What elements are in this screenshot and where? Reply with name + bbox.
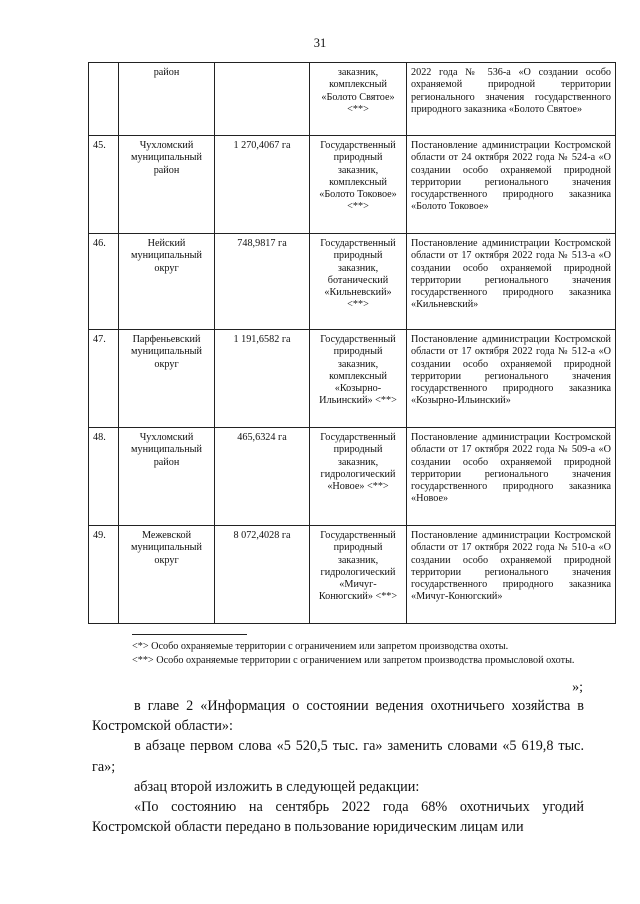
district-cell: Парфеньевский муниципальный округ xyxy=(119,330,215,428)
paragraph-4: «По состоянию на сентябрь 2022 года 68% охотничьих угодий Костромской области передано в пользование юридическим лицам или xyxy=(92,799,584,836)
closing-quote: »; xyxy=(572,680,583,695)
reserve-type-cell: заказник, комплексный «Болото Святое» <**> xyxy=(310,63,407,136)
legal-document-cell: Постановление администрации Костромской области от 24 октября 2022 года № 524-а «О создании особо охраняемой природной территории регионального значения государственного природного заказника «Болото Токовое» xyxy=(407,136,616,234)
reserve-type-cell: Государственный природный заказник, гидрологический «Новое» <**> xyxy=(310,428,407,526)
row-number: 45. xyxy=(89,136,119,234)
area-cell: 1 270,4067 га xyxy=(215,136,310,234)
area-cell: 465,6324 га xyxy=(215,428,310,526)
reserve-type-cell: Государственный природный заказник, комплексный «Козырно-Ильинский» <**> xyxy=(310,330,407,428)
reserve-type-cell: Государственный природный заказник, гидрологический «Мичуг-Конюгский» <**> xyxy=(310,526,407,624)
protected-areas-table xyxy=(88,62,616,624)
row-number: 48. xyxy=(89,428,119,526)
district-cell: Нейский муниципальный округ xyxy=(119,234,215,330)
footnote-1: <*> Особо охраняемые территории с ограничением или запретом производства охоты. xyxy=(132,641,509,652)
reserve-type-cell: Государственный природный заказник, ботанический «Кильневский» <**> xyxy=(310,234,407,330)
amendment-text xyxy=(92,696,584,837)
row-number xyxy=(89,63,119,136)
footnote-2: <**> Особо охраняемые территории с ограничением или запретом производства промысловой охоты. xyxy=(132,655,575,666)
table-row xyxy=(89,526,616,624)
table-row xyxy=(89,63,616,136)
legal-document-cell: Постановление администрации Костромской области от 17 октября 2022 года № 509-а «О создании особо охраняемой природной территории регионального значения государственного природного заказника «Новое» xyxy=(407,428,616,526)
paragraph-1: в главе 2 «Информация о состоянии ведения охотничьего хозяйства в Костромской области»: xyxy=(92,698,584,735)
legal-document-cell: Постановление администрации Костромской области от 17 октября 2022 года № 513-а «О создании особо охраняемой природной территории регионального значения государственного природного заказника «Кильневский» xyxy=(407,234,616,330)
table-row xyxy=(89,330,616,428)
table-row xyxy=(89,428,616,526)
area-cell xyxy=(215,63,310,136)
footnote-separator xyxy=(132,634,247,635)
area-cell: 1 191,6582 га xyxy=(215,330,310,428)
district-cell: Чухломский муниципальный район xyxy=(119,428,215,526)
page-number: 31 xyxy=(313,36,327,50)
row-number: 46. xyxy=(89,234,119,330)
legal-document-cell: 2022 года № 536-а «О создании особо охраняемой природной территории регионального значения государственного природного заказника «Болото Святое» xyxy=(407,63,616,136)
table-row xyxy=(89,234,616,330)
legal-document-cell: Постановление администрации Костромской области от 17 октября 2022 года № 512-а «О создании особо охраняемой природной территории регионального значения государственного природного заказника «Козырно-Ильинский» xyxy=(407,330,616,428)
reserve-type-cell: Государственный природный заказник, комплексный «Болото Токовое» <**> xyxy=(310,136,407,234)
legal-document-cell: Постановление администрации Костромской области от 17 октября 2022 года № 510-а «О создании особо охраняемой природной территории регионального значения государственного природного заказника «Мичуг-Конюгский» xyxy=(407,526,616,624)
district-cell: Межевской муниципальный округ xyxy=(119,526,215,624)
area-cell: 748,9817 га xyxy=(215,234,310,330)
table-row xyxy=(89,136,616,234)
area-cell: 8 072,4028 га xyxy=(215,526,310,624)
row-number: 47. xyxy=(89,330,119,428)
row-number: 49. xyxy=(89,526,119,624)
district-cell: район xyxy=(119,63,215,136)
paragraph-3: абзац второй изложить в следующей редакции: xyxy=(134,778,420,795)
footnotes xyxy=(92,640,590,668)
district-cell: Чухломский муниципальный район xyxy=(119,136,215,234)
paragraph-2: в абзаце первом слова «5 520,5 тыс. га» заменить словами «5 619,8 тыс. га»; xyxy=(92,738,584,775)
